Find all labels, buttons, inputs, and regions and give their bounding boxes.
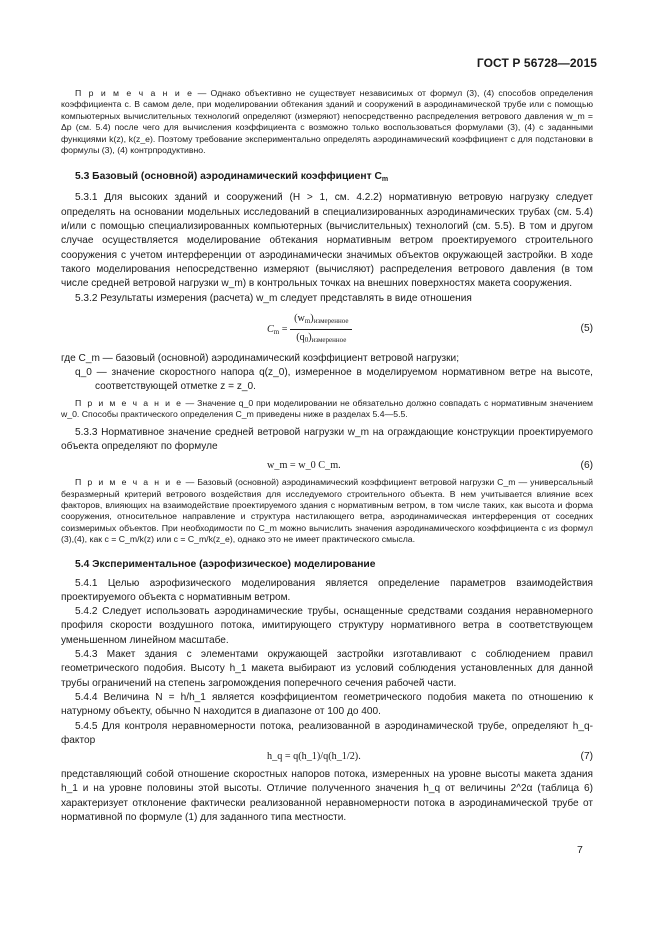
- formula-7: [61, 748, 593, 768]
- paragraph-5-4-3: 5.4.3 Макет здания с элементами окружающей застройки изготавливают с соблюдением правил геометрического подобия. Высоту h_1 макета выбирают из условий соблюдения установленных для данной трубы ограничений на степень загромождения поперечного сечения рабочей части.: [61, 649, 593, 689]
- formula-5-c: C: [267, 323, 274, 335]
- section-heading-5-3: [61, 170, 593, 187]
- formula-5-numerator: $(w_m)_{измеренное}$: [290, 312, 352, 330]
- note-paragraph: [61, 477, 593, 545]
- formula-5-fraction: [290, 312, 352, 347]
- section-heading-5-4: 5.4 Экспериментальное (аэрофизическое) моделирование: [75, 558, 376, 570]
- note-label: П р и м е ч а н и е: [75, 397, 183, 408]
- formula-6-number: (6): [580, 460, 593, 472]
- paragraph-5-3-2: 5.3.2 Результаты измерения (расчета) w_m следует представлять в виде отношения: [75, 292, 472, 304]
- note-text: — Однако объективно не существует независимых от формул (3), (4) способов определения коэффициента c. В самом деле, при моделировании обтекания зданий и сооружений в аэродинамической трубе или с помощью компьютерных вычислительных технологий определяют (измеряют) непосредственно распределения ветрового давления w_m = Δp (см. 5.4) после чего для вычисления коэффициента c возможно только воспользоваться формулами (3), (4) с заданными функциями k(z), k(z_e). Поэтому требование экспериментально определять аэродинамический коэффициент c для подстановки в формулы (3), (4) контрпродуктивно.: [61, 88, 593, 156]
- paragraph-5-3-3: 5.3.3 Нормативное значение средней ветровой нагрузки w_m на ограждающие конструкции проектируемого объекта определяют по формуле: [61, 426, 593, 452]
- section-heading-subscript: m: [381, 176, 389, 184]
- note-label: П р и м е ч а н и е: [75, 88, 194, 98]
- formula-5: [61, 312, 593, 352]
- page-number: 7: [577, 844, 583, 856]
- note-paragraph: [61, 398, 593, 421]
- page-content: [61, 88, 593, 825]
- formula-7-number: (7): [580, 751, 593, 763]
- where-line-2: q_0 — значение скоростного напора q(z_0), измеренное в моделируемом нормативном ветре на высоте, соответствующей отметке z = z_0.: [75, 367, 593, 393]
- paragraph-5-4-2: 5.4.2 Следует использовать аэродинамические трубы, оснащенные средствами создания неравномерного профиля скорости воздушного потока, имитирующего структуру нормативного ветра в соответствующем уменьшенном линейном масштабе.: [61, 606, 593, 646]
- where-line-1: где C_m — базовый (основной) аэродинамический коэффициент ветровой нагрузки;: [61, 352, 459, 364]
- formula-5-denominator: $(q_0)_{измеренное}$: [296, 331, 347, 344]
- section-heading-text: 5.3 Базовый (основной) аэродинамический коэффициент C: [75, 171, 382, 183]
- paragraph-5-4-1: 5.4.1 Целью аэрофизического моделирования является определение параметров взаимодействия проектируемого объекта с нормативным ветром.: [61, 577, 593, 603]
- formula-7-text: h_q = q(h_1)/q(h_1/2).: [267, 751, 361, 763]
- paragraph-5-4-4: 5.4.4 Величина N = h/h_1 является коэффициентом геометрического подобия макета по отношению к натурному объекту, обычно N находится в диапазоне от 100 до 400.: [61, 691, 593, 718]
- formula-5-c-sub: m: [273, 327, 280, 336]
- note-label: П р и м е ч а н и е: [75, 477, 183, 488]
- note-text: — Базовый (основной) аэродинамический коэффициент ветровой нагрузки C_m — универсальный безразмерный критерий ветрового воздействия для исследуемого строительного объекта. В нем учитывается влияние всех факторов, влияющих на взаимодействие проектируемого здания с нормативным ветром, в том числе таких, как высота и форма сооружения, относительное направление и структура настилающего ветра, аэродинамическая интерференция от соседних соизмеримых объектов. При необходимости по C_m можно вычислить значения аэродинамического коэффициента c из формул (3),(4), как c = C_m/k(z) или c = C_m/k(z_e), однако это не имеет практического смысла.: [61, 477, 593, 545]
- formula-5-number: (5): [580, 322, 593, 334]
- paragraph-5-3-1: 5.3.1 Для высоких зданий и сооружений (H > 1, см. 4.2.2) нормативную ветровую нагрузку следует определять на основании модельных исследований в специализированных аэродинамических трубах (см. 5.4) и/или с помощью специализированных компьютерных (вычислительных) технологий (см. 5.5). В том и другом случае осуществляется моделирование обтекания нормативным ветром проектируемого строительного сооружения с учетом интерференции от аэродинамически значимых объектов окружающей застройки. В ходе такого моделирования непосредственно измеряют (вычисляют) распределения ветрового давления (в том числе средней ветровой нагрузки w_m) в контрольных точках на внешних поверхностях макета сооружения.: [61, 192, 593, 290]
- standard-header: ГОСТ Р 56728—2015: [476, 56, 597, 70]
- formula-5-eq: =: [279, 323, 288, 335]
- formula-6: [61, 454, 593, 477]
- formula-5-lhs: [267, 323, 288, 339]
- note-text: — Значение q_0 при моделировании не обязательно должно совпадать с нормативным значением w_0. Способы практического определения C_m приведены ниже в разделах 5.4—5.5.: [61, 397, 593, 420]
- note-paragraph: [61, 88, 593, 156]
- paragraph-5-4-5-continued: представляющий собой отношение скоростных напоров потока, измеренных на уровне высоты макета здания h_1 и на уровне половины этой высоты. Отличие полученного значения h_q от величины 2^2α (таблица 6) характеризует отклонение фактически реализованной неравномерности потока в аэродинамической трубе от нормативной по формуле (1) для заданного типа местности.: [61, 769, 593, 823]
- paragraph-5-4-5: 5.4.5 Для контроля неравномерности потока, реализованной в аэродинамической трубе, определяют h_q-фактор: [61, 720, 593, 746]
- formula-6-text: w_m = w_0 C_m.: [267, 460, 341, 472]
